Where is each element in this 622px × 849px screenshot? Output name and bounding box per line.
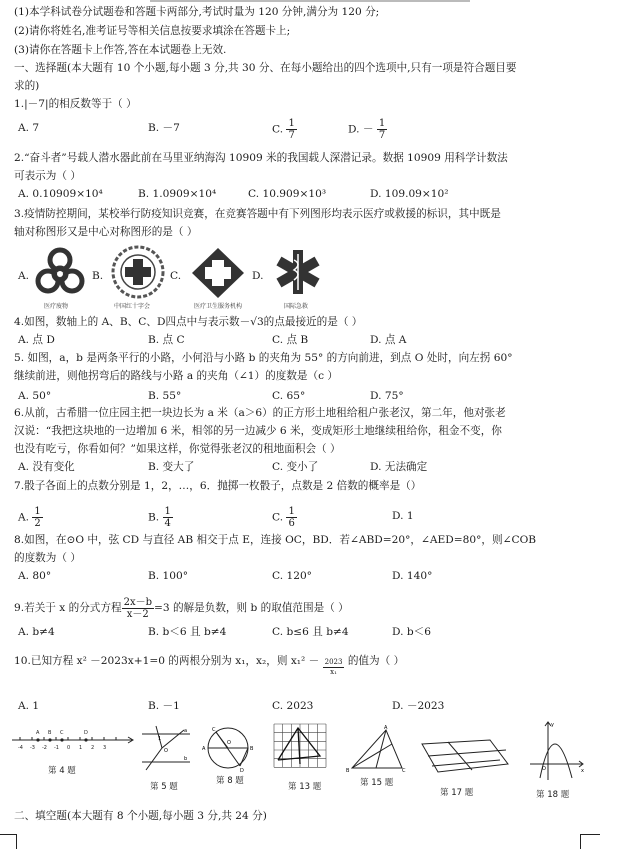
svg-text:-4: -4 bbox=[18, 745, 23, 751]
q6-option-d: D. 无法确定 bbox=[370, 461, 428, 473]
figure-13-caption: 第 13 题 bbox=[288, 782, 322, 792]
q7-option-b-prefix: B. bbox=[148, 511, 160, 524]
q7-option-c bbox=[272, 506, 297, 529]
q6-stem: 6.从前，古希腊一位庄园主把一块边长为 a 米（a＞6）的正方形土地租给租户张老汉，第二年，他对张老 bbox=[14, 407, 506, 419]
q6-options bbox=[14, 457, 614, 477]
svg-text:B: B bbox=[48, 730, 52, 736]
q7-option-b bbox=[148, 506, 173, 529]
q3-option-c: C. bbox=[170, 270, 182, 282]
q9-option-c: C. b≤6 且 b≠4 bbox=[272, 626, 349, 638]
q10-den: x₁ bbox=[330, 668, 337, 676]
svg-text:b: b bbox=[184, 756, 188, 762]
circle-chord-figure bbox=[200, 722, 256, 774]
q1-option-d bbox=[348, 118, 387, 141]
svg-text:-2: -2 bbox=[42, 745, 47, 751]
q6-option-a: A. 没有变化 bbox=[18, 461, 75, 473]
svg-text:B: B bbox=[346, 768, 350, 774]
q8-option-d: D. 140° bbox=[392, 570, 433, 582]
q4-option-c: C. 点 B bbox=[272, 334, 309, 346]
svg-text:-1: -1 bbox=[54, 745, 59, 751]
q10-options bbox=[14, 696, 614, 716]
q1-option-d-prefix: D. － bbox=[348, 123, 374, 136]
svg-text:A: A bbox=[384, 725, 388, 731]
svg-text:O: O bbox=[164, 748, 168, 754]
q2-option-a: A. 0.10909×10⁴ bbox=[18, 188, 103, 200]
q9-option-d: D. b＜6 bbox=[392, 626, 431, 638]
instruction-3: (3)请你在答题卡上作答,答在本试题卷上无效. bbox=[14, 44, 227, 56]
q1-c-den: 7 bbox=[288, 130, 295, 141]
q7-b-num: 1 bbox=[164, 506, 171, 517]
grid-figure bbox=[270, 720, 330, 776]
svg-text:2: 2 bbox=[91, 745, 95, 751]
q1-stem: 1.|－7|的相反数等于（ ） bbox=[14, 98, 137, 110]
q10-stem bbox=[14, 648, 404, 677]
triangle-figure bbox=[346, 724, 408, 774]
q2-option-c: C. 10.909×10³ bbox=[248, 188, 327, 200]
q2-option-d: D. 109.09×10² bbox=[370, 188, 449, 200]
svg-text:x: x bbox=[581, 768, 584, 774]
svg-text:D: D bbox=[240, 768, 244, 774]
q1-option-d-fraction bbox=[377, 118, 387, 141]
q1-c-num: 1 bbox=[288, 118, 295, 129]
q9-option-a: A. b≠4 bbox=[18, 626, 55, 638]
medical-service-icon bbox=[190, 246, 246, 300]
q1-d-num: 1 bbox=[378, 118, 386, 129]
q7-a-den: 2 bbox=[34, 518, 41, 529]
q1-option-c bbox=[272, 118, 297, 141]
number-line-figure bbox=[10, 722, 136, 762]
figure-15-caption: 第 15 题 bbox=[360, 778, 394, 788]
q7-c-num: 1 bbox=[288, 506, 295, 517]
q10-fraction bbox=[323, 658, 345, 677]
star-of-life-icon bbox=[272, 246, 324, 298]
q6-stem-cont: 汉说：“我把这块地的一边增加 6 米，相邻的另一边减少 6 米，变成矩形土地继续租给你，租金不变，你 bbox=[14, 425, 502, 437]
q9-option-b: B. b＜6 且 b≠4 bbox=[148, 626, 227, 638]
svg-text:B: B bbox=[250, 746, 254, 752]
corner-mark-left bbox=[0, 834, 16, 835]
q5-option-a: A. 50° bbox=[18, 390, 52, 402]
q5-option-b: B. 55° bbox=[148, 390, 182, 402]
q10-num: 2023 bbox=[324, 658, 343, 666]
q4-option-d: D. 点 A bbox=[370, 334, 407, 346]
svg-text:A: A bbox=[36, 730, 40, 736]
section1-title: 一、选择题(本大题有 10 个小题,每小题 3 分,共 30 分、在每小题给出的四个选项中,只有一项是符合题目要 bbox=[14, 62, 517, 74]
svg-text:C: C bbox=[212, 727, 216, 733]
q3-option-b: B. bbox=[92, 270, 104, 282]
q6-option-c: C. 变小了 bbox=[272, 461, 319, 473]
q1-options bbox=[14, 118, 614, 141]
svg-text:1: 1 bbox=[79, 745, 83, 751]
section1-title-cont: 求的) bbox=[14, 80, 40, 92]
q7-option-a bbox=[18, 506, 43, 529]
svg-text:A: A bbox=[202, 746, 206, 752]
q6-stem-cont-2: 也没有吃亏，你看如何？”如果这样，你觉得张老汉的租地面积会（ ） bbox=[14, 443, 341, 455]
q8-stem: 8.如图，在⊙O 中，弦 CD 与直径 AB 相交于点 E，连接 OC，BD．若∠ABD=20°，∠AED=80°，则∠COB bbox=[14, 534, 537, 546]
q1-d-den: 7 bbox=[378, 130, 386, 141]
q10-option-d: D. －2023 bbox=[392, 700, 445, 712]
q5-stem: 5. 如图，a，b 是两条平行的小路，小何沿与小路 b 的夹角为 55° 的方向前进，到点 O 处时，向左拐 60° bbox=[14, 352, 513, 364]
instruction-1: (1)本学科试卷分试题卷和答题卡两部分,考试时量为 120 分钟,满分为 120 分; bbox=[14, 6, 380, 18]
svg-text:O: O bbox=[227, 740, 231, 746]
q7-option-d: D. 1 bbox=[392, 510, 414, 522]
q7-stem: 7.骰子各面上的点数分别是 1，2，…，6．抛掷一枚骰子，点数是 2 倍数的概率是（） bbox=[14, 480, 422, 492]
q7-a-num: 1 bbox=[34, 506, 41, 517]
q10-option-b: B. －1 bbox=[148, 700, 180, 712]
q4-option-b: B. 点 C bbox=[148, 334, 185, 346]
q2-stem: 2.“奋斗者”号载人潜水器此前在马里亚纳海沟 10909 米的我国载人深潜记录。数据 10909 用科学计数法 bbox=[14, 152, 508, 164]
q3-stem-cont: 轴对称图形又是中心对称图形的是（ ） bbox=[14, 226, 198, 238]
instruction-2: (2)请你将姓名,准考证号等相关信息按要求填涂在答题卡上; bbox=[14, 25, 291, 37]
q9-fraction bbox=[122, 597, 154, 620]
svg-text:1: 1 bbox=[158, 736, 162, 742]
q1-option-c-fraction bbox=[286, 118, 296, 141]
q2-stem-cont: 可表示为（ ） bbox=[14, 170, 81, 182]
figure-17-caption: 第 17 题 bbox=[440, 788, 474, 798]
q4-stem: 4.如图，数轴上的 A、B、C、D四点中与表示数－√3的点最接近的是（ ） bbox=[14, 316, 363, 328]
q7-option-c-prefix: C. bbox=[272, 511, 284, 524]
q8-stem-cont: 的度数为（ ） bbox=[14, 552, 81, 564]
q7-option-b-fraction bbox=[163, 506, 173, 529]
q10-stem-suffix: 的值为（ ） bbox=[347, 655, 405, 667]
parallel-paths-figure bbox=[140, 722, 192, 778]
red-cross-emblem-icon bbox=[110, 244, 166, 300]
q9-stem bbox=[14, 596, 349, 620]
figure-5-caption: 第 5 题 bbox=[150, 782, 178, 792]
q5-option-d: D. 75° bbox=[370, 390, 404, 402]
q5-option-c: C. 65° bbox=[272, 390, 306, 402]
q7-option-c-fraction bbox=[286, 506, 296, 529]
q8-options bbox=[14, 566, 614, 586]
corner-mark-left-v bbox=[16, 834, 17, 849]
q3-option-a: A. bbox=[18, 270, 30, 282]
svg-text:O: O bbox=[542, 766, 546, 772]
svg-text:y: y bbox=[551, 722, 554, 728]
q10-option-c: C. 2023 bbox=[272, 700, 314, 712]
parabola-figure bbox=[526, 720, 586, 782]
q9-stem-suffix: =3 的解是负数，则 b 的取值范围是（ ） bbox=[153, 602, 349, 614]
q7-options bbox=[14, 506, 614, 529]
figure-8-caption: 第 8 题 bbox=[216, 776, 244, 786]
q2-options bbox=[14, 184, 614, 204]
section2-title: 二、填空题(本大题有 8 个小题,每小题 3 分,共 24 分) bbox=[14, 810, 267, 822]
svg-text:C: C bbox=[402, 768, 406, 774]
top-edge bbox=[150, 0, 470, 2]
q2-option-b: B. 1.0909×10⁴ bbox=[138, 188, 217, 200]
svg-text:0: 0 bbox=[67, 745, 71, 751]
q7-option-a-prefix: A. bbox=[18, 511, 30, 524]
q3-caption-a: 医疗废物 bbox=[44, 303, 69, 310]
q6-option-b: B. 变大了 bbox=[148, 461, 195, 473]
q7-option-a-fraction bbox=[32, 506, 42, 529]
q10-option-a: A. 1 bbox=[18, 700, 40, 712]
q1-option-a: A. 7 bbox=[18, 122, 40, 134]
svg-text:3: 3 bbox=[103, 745, 107, 751]
q4-options bbox=[14, 330, 614, 350]
q3-caption-b: 中国红十字会 bbox=[114, 303, 151, 310]
q7-c-den: 6 bbox=[288, 518, 295, 529]
q9-den: x－2 bbox=[126, 608, 149, 620]
q1-option-b: B. －7 bbox=[148, 122, 180, 134]
q7-b-den: 4 bbox=[164, 518, 171, 529]
biohazard-icon bbox=[32, 246, 88, 302]
q8-option-a: A. 80° bbox=[18, 570, 52, 582]
svg-text:a: a bbox=[184, 728, 188, 734]
q3-caption-d: 国际急救 bbox=[284, 303, 309, 310]
svg-text:-3: -3 bbox=[30, 745, 35, 751]
q5-options bbox=[14, 386, 614, 406]
q1-option-c-prefix: C. bbox=[272, 123, 284, 136]
svg-text:C: C bbox=[60, 730, 64, 736]
corner-mark-right-v bbox=[580, 834, 581, 849]
corner-mark-right bbox=[580, 834, 600, 835]
q10-stem-prefix: 10.已知方程 x² －2023x+1=0 的两根分别为 x₁，x₂，则 x₁² － bbox=[14, 655, 320, 667]
folded-strip-figure bbox=[418, 736, 514, 780]
q9-options bbox=[14, 622, 614, 642]
q8-option-c: C. 120° bbox=[272, 570, 312, 582]
q3-stem: 3.疫情防控期间，某校举行防疫知识竞赛，在竞赛答题中有下列图形均表示医疗或救援的标识，其中既是 bbox=[14, 208, 501, 220]
q3-caption-c: 医疗卫生服务机构 bbox=[194, 303, 243, 310]
svg-text:D: D bbox=[84, 730, 88, 736]
figure-4-caption: 第 4 题 bbox=[48, 766, 76, 776]
q3-option-d: D. bbox=[252, 270, 264, 282]
q9-num: 2x－b bbox=[123, 596, 152, 608]
q4-option-a: A. 点 D bbox=[18, 334, 55, 346]
q5-stem-cont: 继续前进，则他拐弯后的路线与小路 a 的夹角（∠1）的度数是（c ） bbox=[14, 370, 338, 382]
q8-option-b: B. 100° bbox=[148, 570, 189, 582]
figure-18-caption: 第 18 题 bbox=[536, 790, 570, 800]
q9-stem-prefix: 9.若关于 x 的分式方程 bbox=[14, 602, 122, 614]
